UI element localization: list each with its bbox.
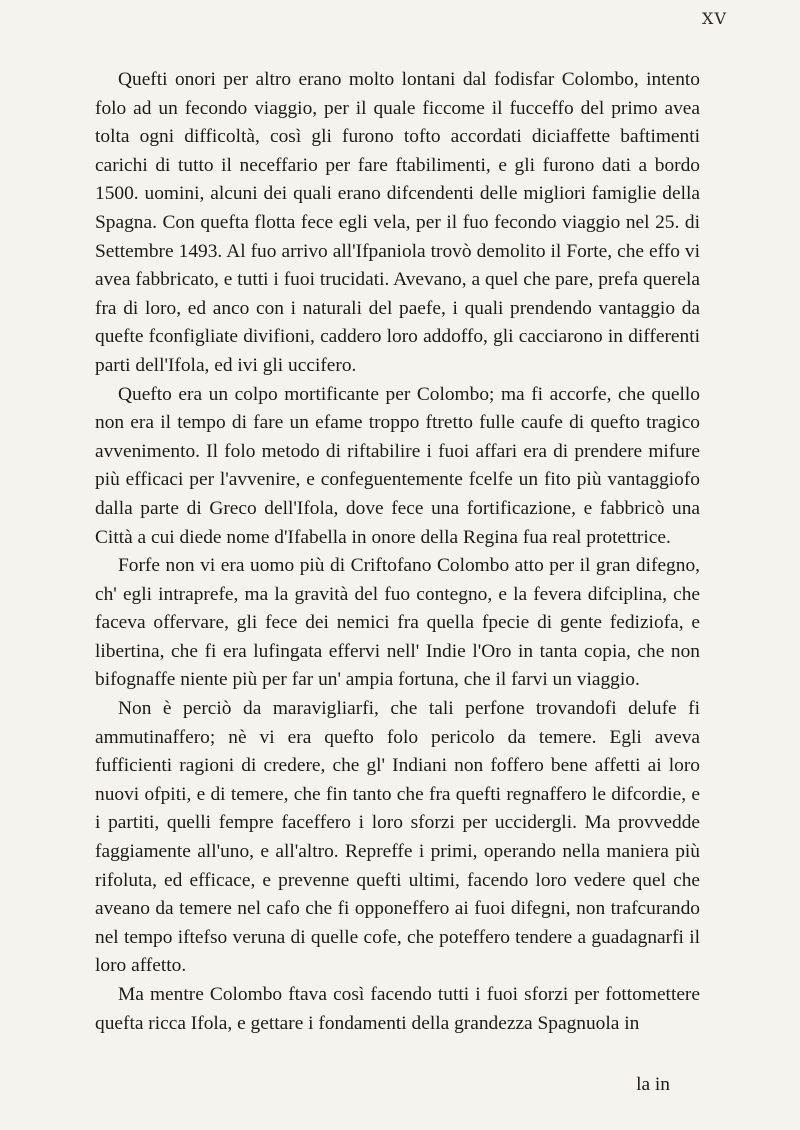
page-number: XV [702, 9, 727, 28]
paragraph-5: Ma mentre Colombo ftava così facendo tutti i fuoi sforzi per fottomettere quefta ricca Ifola, e gettare i fondamenti della grandezza Spagnuola in [95, 984, 700, 1034]
body-text [95, 66, 700, 1038]
paragraph-2: Quefto era un colpo mortificante per Colombo; ma fi accorfe, che quello non era il tempo di fare un efame troppo ftretto fulle caufe di quefto tragico avvenimento. Il folo metodo di riftabilire i fuoi affari era di prendere mifure più efficaci per l'avvenire, e confeguentemente fcelfe un fito più vantaggiofo dalla parte di Greco dell'Ifola, dove fece una fortificazione, e fabbricò una Città a cui diede nome d'Ifabella in onore della Regina fua real protettrice. [95, 383, 700, 548]
paragraph-1: Quefti onori per altro erano molto lontani dal fodisfar Colombo, intento folo ad un fecondo viaggio, per il quale ficcome il fucceffo del primo avea tolta ogni difficoltà, così gli furono tofto accordati diciaffette baftimenti carichi di tutto il neceffario per fare ftabilimenti, e gli furono dati a bordo 1500. uomini, alcuni dei quali erano difcendenti delle migliori famiglie della Spagna. Con quefta flotta fece egli vela, per il fuo fecondo viaggio nel 25. di Settembre 1493. Al fuo arrivo all'Ifpaniola trovò demolito il Forte, che effo vi avea fabbricato, e tutti i fuoi trucidati. Avevano, a quel che pare, prefa querela fra di loro, ed anco con i naturali del paefe, i quali prendendo vantaggio da quefte fconfigliate divifioni, caddero loro addoffo, gli cacciarono in differenti parti dell'Ifola, ed ivi gli uccifero. [95, 69, 700, 376]
paragraph-4: Non è perciò da maravigliarfi, che tali perfone trovandofi delufe fi ammutinaffero; nè vi era quefto folo pericolo da temere. Egli aveva fufficienti ragioni di credere, che gl' Indiani non foffero bene affetti ai loro nuovi ofpiti, e di temere, che fin tanto che fra quefti regnaffero le difcordie, e i partiti, quelli fempre faceffero i loro sforzi per uccidergli. Ma provvedde faggiamente all'uno, e all'altro. Repreffe i primi, operando nella maniera più rifoluta, ed efficace, e prevenne quefti ultimi, facendo loro vedere quel che aveano da temere nel cafo che fi opponeffero ai fuoi difegni, non trafcurando nel tempo iftefso veruna di quelle cofe, che poteffero tendere a guadagnarfi il loro affetto. [95, 698, 700, 977]
catchword: la in [636, 1074, 670, 1095]
paragraph-3: Forfe non vi era uomo più di Criftofano Colombo atto per il gran difegno, ch' egli intraprefe, ma la gravità del fuo contegno, e la fevera difciplina, che faceva offervare, gli fece dei nemici fra quella fpecie di gente fediziofa, e libertina, che fi era lufingata effervi nell' Indie l'Oro in tanta copia, che non bifognaffe niente più per far un' ampia fortuna, che il farvi un viaggio. [95, 555, 700, 691]
